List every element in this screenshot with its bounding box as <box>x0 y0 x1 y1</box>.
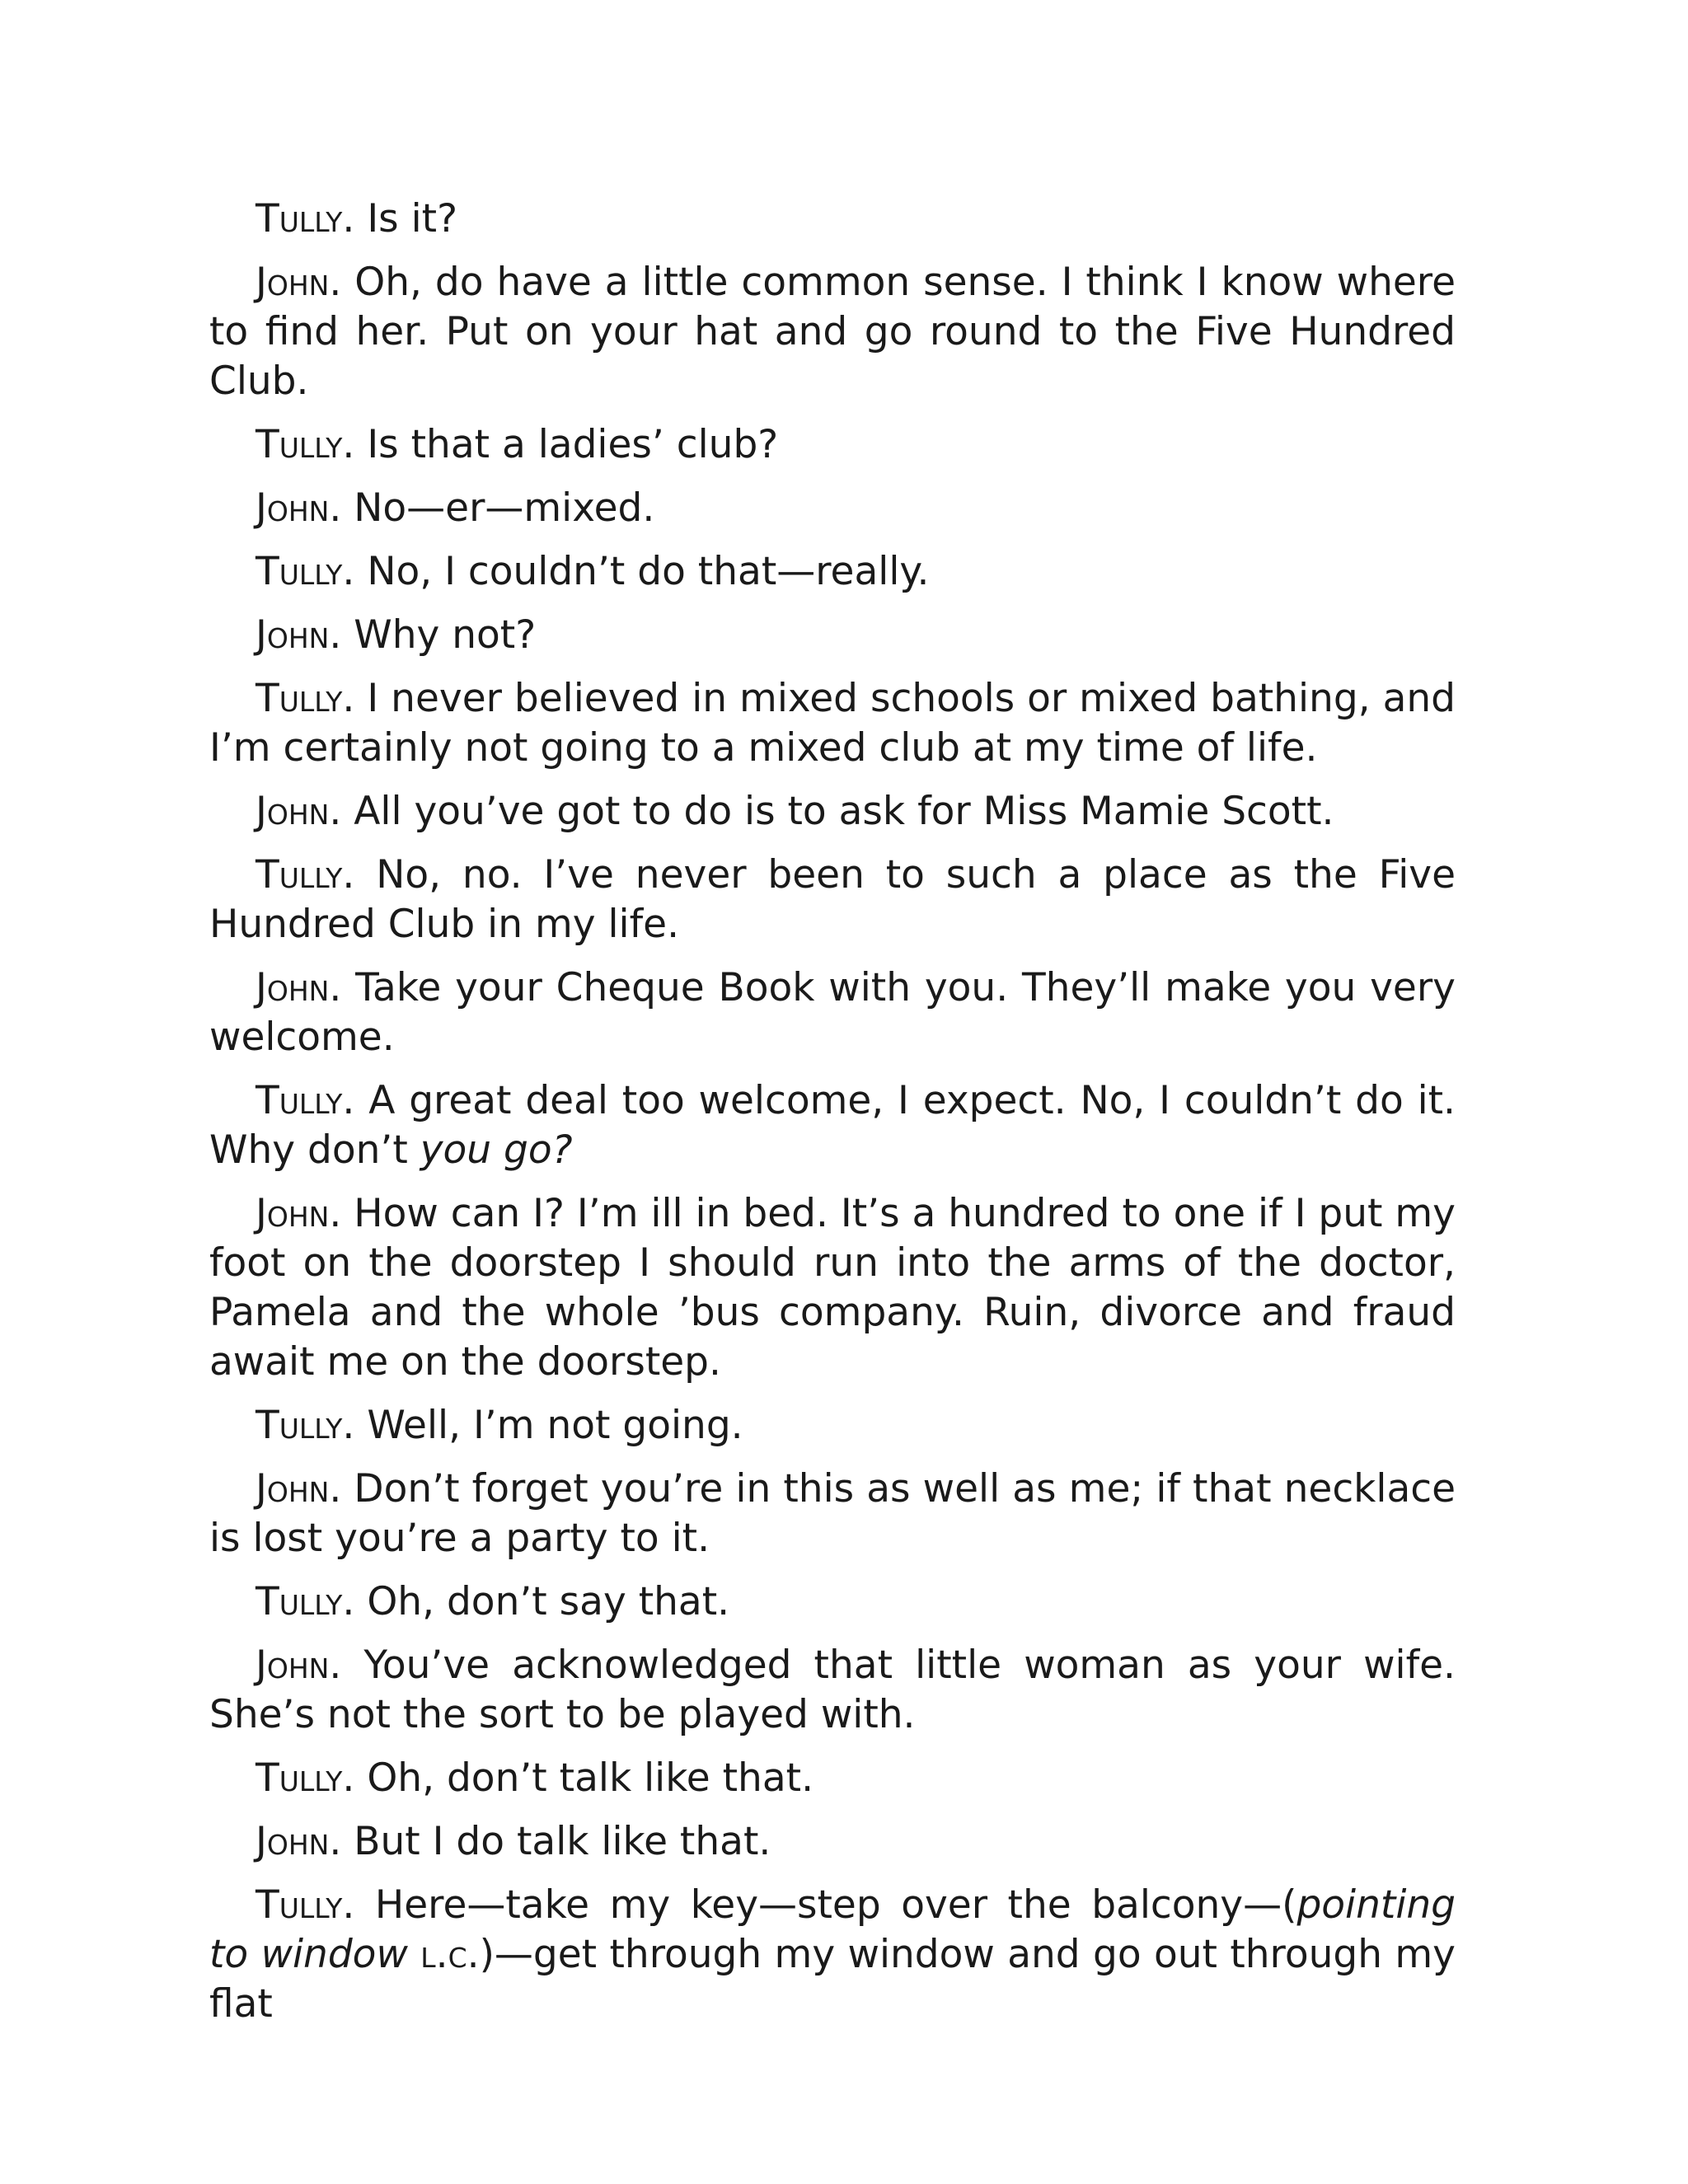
dialogue-line: Tully. A great deal too welcome, I expect. No, I couldn’t do it. Why don’t you go? <box>209 1078 1456 1173</box>
line-text: Oh, do have a little common sense. I think I know where to find her. Put on your hat and go round to the Five Hundred Club. <box>209 260 1456 404</box>
speaker-name: Tully <box>256 1882 343 1928</box>
dialogue-line: Tully. Oh, don’t say that. <box>256 1579 730 1624</box>
speaker-name: John <box>256 612 330 658</box>
speaker-name: John <box>256 1819 330 1864</box>
dialogue-line: John. No—er—mixed. <box>256 485 655 531</box>
line-text: I never believed in mixed schools or mixed bathing, and I’m certainly not going to a mixed club at my time of life. <box>209 676 1456 771</box>
speaker-name: John <box>256 1191 330 1236</box>
dialogue-line: John. How can I? I’m ill in bed. It’s a hundred to one if I put my foot on the doorstep I should run into the arms of the doctor, Pamela and the whole ’bus company. Ruin, divorce and fraud await me on the doorstep. <box>209 1191 1456 1385</box>
dialogue-line: Tully. Here—take my key—step over the balcony—(pointing to window l.c.)—get through my window and go out through my flat <box>209 1882 1456 2027</box>
line-text: Well, I’m not going. <box>367 1403 743 1448</box>
dialogue-line: Tully. Oh, don’t talk like that. <box>256 1755 814 1801</box>
line-text-continued: )—get through my window and go out through my flat <box>209 1932 1456 2027</box>
speaker-name: Tully <box>256 549 343 594</box>
line-text: A great deal too welcome, I expect. No, I couldn’t do it. Why don’t <box>209 1078 1456 1173</box>
line-text: Here—take my key—step over the balcony—( <box>374 1882 1297 1928</box>
speaker-name: Tully <box>256 1579 343 1624</box>
line-text: No, no. I’ve never been to such a place as the Five Hundred Club in my life. <box>209 852 1456 947</box>
line-text: How can I? I’m ill in bed. It’s a hundred to one if I put my foot on the doorstep I should run into the arms of the doctor, Pamela and the whole ’bus company. Ruin, divorce and fraud await me on the doorstep. <box>209 1191 1456 1385</box>
line-text: But I do talk like that. <box>354 1819 771 1864</box>
line-text: No, I couldn’t do that—really. <box>367 549 930 594</box>
stage-direction: pointing to window <box>209 1882 1456 1977</box>
line-text: All you’ve got to do is to ask for Miss Mamie Scott. <box>354 789 1334 834</box>
dialogue-line: Tully. Is it? <box>256 196 458 241</box>
line-text: Why not? <box>354 612 537 658</box>
line-text: Oh, don’t talk like that. <box>367 1755 814 1801</box>
dialogue-line: Tully. Well, I’m not going. <box>256 1403 743 1448</box>
line-text: Is it? <box>367 196 458 241</box>
line-text: You’ve acknowledged that little woman as your wife. She’s not the sort to be played with. <box>209 1643 1456 1737</box>
dialogue-line: John. Don’t forget you’re in this as well as me; if that necklace is lost you’re a party to it. <box>209 1466 1456 1561</box>
speaker-name: John <box>256 485 330 531</box>
dialogue-line: Tully. No, I couldn’t do that—really. <box>256 549 930 594</box>
dialogue-line: John. But I do talk like that. <box>256 1819 771 1864</box>
dialogue-line: John. All you’ve got to do is to ask for Miss Mamie Scott. <box>256 789 1334 834</box>
speaker-name: John <box>256 1466 330 1511</box>
speaker-name: Tully <box>256 852 343 898</box>
speaker-name: Tully <box>256 1078 343 1123</box>
dialogue-line: John. You’ve acknowledged that little woman as your wife. She’s not the sort to be played with. <box>209 1643 1456 1737</box>
speaker-name: John <box>256 260 330 305</box>
dialogue-line: John. Oh, do have a little common sense. I think I know where to find her. Put on your hat and go round to the Five Hundred Club. <box>209 260 1456 404</box>
speaker-name: Tully <box>256 196 343 241</box>
speaker-name: Tully <box>256 1403 343 1448</box>
dialogue-line: Tully. No, no. I’ve never been to such a place as the Five Hundred Club in my life. <box>209 852 1456 947</box>
speaker-name: John <box>256 789 330 834</box>
speaker-name: Tully <box>256 676 343 721</box>
line-text: Oh, don’t say that. <box>367 1579 730 1624</box>
dialogue-line: John. Take your Cheque Book with you. They’ll make you very welcome. <box>209 965 1456 1060</box>
dialogue-line: Tully. I never believed in mixed schools or mixed bathing, and I’m certainly not going to a mixed club at my time of life. <box>209 676 1456 771</box>
line-text: Take your Cheque Book with you. They’ll make you very welcome. <box>209 965 1456 1060</box>
speaker-name: John <box>256 1643 330 1688</box>
dialogue-line: John. Why not? <box>256 612 537 658</box>
line-text: Don’t forget you’re in this as well as me; if that necklace is lost you’re a party to it. <box>209 1466 1456 1561</box>
speaker-name: Tully <box>256 422 343 467</box>
line-text: No—er—mixed. <box>354 485 655 531</box>
speaker-name: John <box>256 965 330 1010</box>
italic-emphasis: you go? <box>420 1127 573 1173</box>
dialogue-line: Tully. Is that a ladies’ club? <box>256 422 779 467</box>
speaker-name: Tully <box>256 1755 343 1801</box>
line-text: Is that a ladies’ club? <box>367 422 779 467</box>
page-body <box>209 194 1456 2043</box>
stage-position: l.c. <box>420 1932 480 1977</box>
